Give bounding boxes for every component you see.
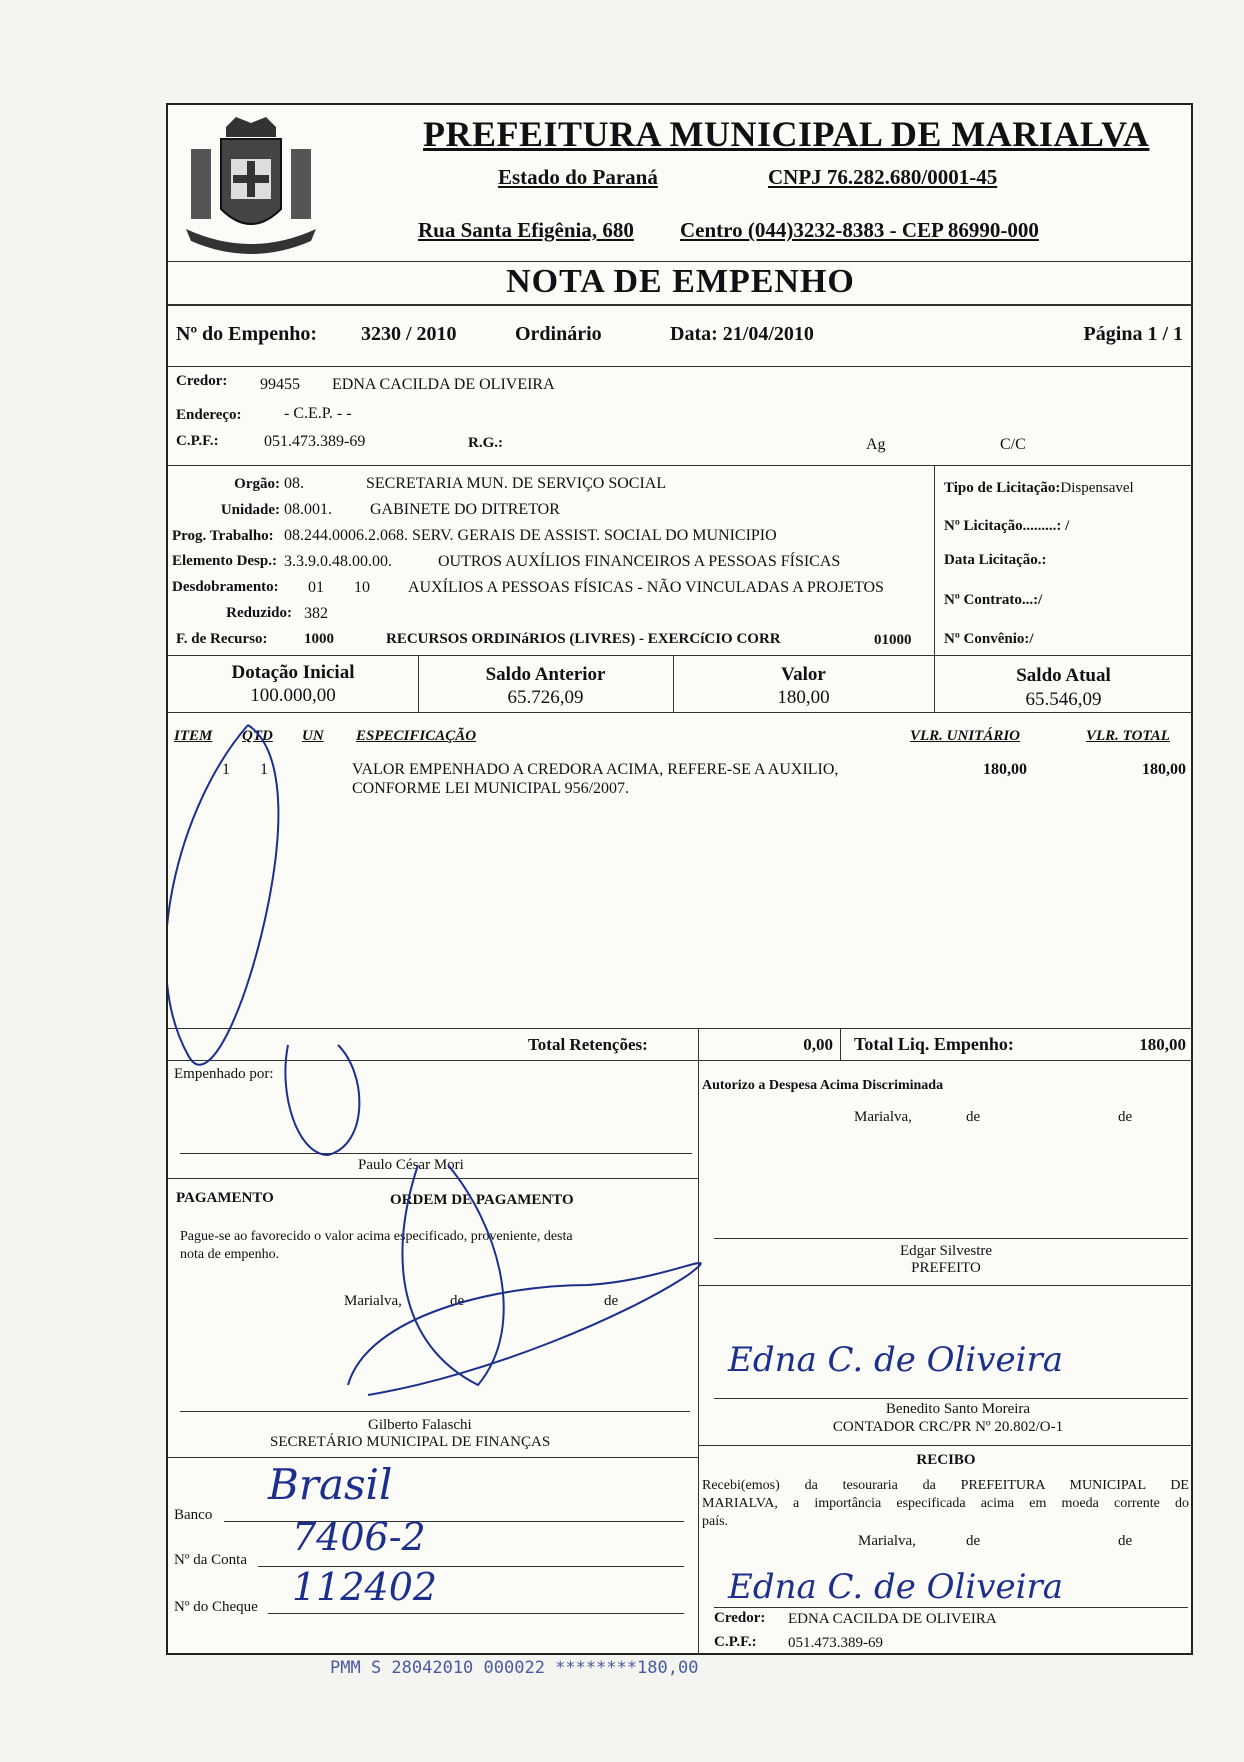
prefeito-name: Edgar Silvestre [899, 1243, 993, 1259]
valor-label: Valor [781, 664, 826, 685]
address-tail: Centro (044)3232-8383 - CEP 86990-000 [680, 218, 1039, 242]
total-liquido-value: 180,00 [1139, 1035, 1186, 1054]
city-hall-title: PREFEITURA MUNICIPAL DE MARIALVA [423, 114, 1150, 154]
recurso-code2: 01000 [874, 632, 912, 648]
rg-label: R.G.: [468, 435, 503, 451]
unidade-code: 08.001. [284, 501, 332, 518]
contador-signature: Edna C. de Oliveira [728, 1340, 1064, 1380]
orgao-desc: SECRETARIA MUN. DE SERVIÇO SOCIAL [366, 475, 667, 492]
recibo-de2: de [1118, 1533, 1133, 1549]
numero-contrato: Nº Contrato...:/ [944, 592, 1043, 608]
desdobramento-code2: 10 [354, 579, 370, 596]
pague-se-text-line2: nota de empenho. [180, 1247, 280, 1262]
ordem-pagamento-label: ORDEM DE PAGAMENTO [390, 1192, 574, 1208]
autorizo-label: Autorizo a Despesa Acima Discriminada [702, 1078, 944, 1093]
unidade-desc: GABINETE DO DITRETOR [370, 501, 560, 518]
document-title: NOTA DE EMPENHO [506, 263, 855, 300]
recibo-de1: de [966, 1533, 981, 1549]
secretario-title: SECRETÁRIO MUNICIPAL DE FINANÇAS [270, 1434, 551, 1450]
banco-label: Banco [174, 1507, 213, 1523]
recibo-text-line1: Recebi(emos) da tesouraria da PREFEITURA MUNICIPAL DE [702, 1478, 1189, 1493]
pagamento-label: PAGAMENTO [176, 1190, 274, 1206]
saldo-anterior-label: Saldo Anterior [485, 664, 606, 685]
row-description-line1: VALOR EMPENHADO A CREDORA ACIMA, REFERE-SE A AUXILIO, [352, 761, 839, 778]
row-valor-total: 180,00 [1142, 761, 1186, 778]
machine-stamp: PMM S 28042010 000022 ********180,00 [330, 1658, 699, 1678]
state-name: Estado do Paraná [498, 165, 658, 189]
cpf-value: 051.473.389-69 [264, 433, 366, 450]
orgao-code: 08. [284, 475, 304, 492]
saldo-atual-label: Saldo Atual [1016, 665, 1111, 686]
prefeito-title: PREFEITO [911, 1260, 981, 1276]
endereco-value: - C.E.P. - - [284, 405, 352, 422]
elemento-code: 3.3.9.0.48.00.00. [284, 553, 392, 570]
desdobramento-desc: AUXÍLIOS A PESSOAS FÍSICAS - NÃO VINCULADAS A PROJETOS [408, 579, 884, 596]
tipo-licitacao-label: Tipo de Licitação: [944, 480, 1061, 496]
pagamento-de2: de [604, 1293, 619, 1309]
reduzido-value: 382 [304, 605, 328, 622]
contador-name: Benedito Santo Moreira [885, 1401, 1031, 1417]
recibo-cpf-label: C.P.F.: [714, 1634, 757, 1650]
endereco-label: Endereço: [176, 407, 242, 423]
conta-handwritten: 7406-2 [292, 1515, 426, 1559]
credor-label: Credor: [176, 373, 228, 389]
reduzido-label: Reduzido: [226, 605, 292, 621]
pen-flourish [348, 1263, 701, 1395]
col-valor-total: VLR. TOTAL [1086, 728, 1170, 744]
cheque-label: Nº do Cheque [174, 1599, 258, 1615]
empenhado-por-name: Paulo César Mori [358, 1157, 464, 1173]
pen-loop-3 [402, 1165, 503, 1385]
total-liquido-label: Total Liq. Empenho: [854, 1034, 1014, 1054]
desdobramento-label: Desdobramento: [172, 579, 279, 595]
col-qtd: QTD [242, 728, 273, 744]
dotacao-inicial-label: Dotação Inicial [231, 662, 355, 683]
recibo-text-line2: MARIALVA, a importância especificada acima em moeda corrente do [702, 1496, 1189, 1511]
recurso-label: F. de Recurso: [176, 631, 268, 647]
recibo-text-line3: país. [702, 1514, 729, 1529]
prog-value: 08.244.0006.2.068. SERV. GERAIS DE ASSIST. SOCIAL DO MUNICIPIO [284, 527, 777, 544]
pagamento-city: Marialva, [344, 1293, 402, 1309]
conta-label: Nº da Conta [174, 1552, 247, 1568]
credor-signature: Edna C. de Oliveira [728, 1567, 1064, 1607]
recibo-credor-name: EDNA CACILDA DE OLIVEIRA [788, 1611, 997, 1627]
row-item: 1 [222, 761, 230, 778]
page-number: Página 1 / 1 [1083, 323, 1183, 345]
cc-label: C/C [1000, 436, 1026, 453]
data-licitacao: Data Licitação.: [944, 552, 1047, 568]
col-item: ITEM [174, 728, 213, 744]
col-especificacao: ESPECIFICAÇÃO [356, 728, 477, 744]
pen-loop-2 [285, 1045, 359, 1155]
credor-code: 99455 [260, 376, 300, 393]
empenhado-por-label: Empenhado por: [174, 1066, 274, 1082]
row-qtd: 1 [260, 761, 268, 778]
numero-convenio: Nº Convênio:/ [944, 631, 1034, 647]
cheque-handwritten: 112402 [292, 1565, 438, 1609]
address: Rua Santa Efigênia, 680 [418, 218, 634, 242]
cnpj: CNPJ 76.282.680/0001-45 [768, 165, 998, 189]
orgao-label: Orgão: [234, 476, 280, 492]
prog-label: Prog. Trabalho: [172, 528, 274, 544]
valor-value: 180,00 [777, 687, 830, 708]
secretario-name: Gilberto Falaschi [368, 1417, 472, 1433]
saldo-anterior-value: 65.726,09 [507, 687, 584, 708]
cpf-label: C.P.F.: [176, 433, 219, 449]
desdobramento-code1: 01 [308, 579, 324, 596]
empenho-date: Data: 21/04/2010 [670, 323, 814, 345]
empenho-form [166, 103, 1193, 1655]
tipo-licitacao-value: Dispensavel [1060, 480, 1134, 496]
autorizo-de2: de [1118, 1109, 1133, 1125]
recurso-desc: RECURSOS ORDINáRIOS (LIVRES) - EXERCíCIO CORR [386, 631, 781, 647]
total-retencoes-value: 0,00 [803, 1035, 833, 1054]
empenho-number: 3230 / 2010 [361, 323, 457, 345]
autorizo-de1: de [966, 1109, 981, 1125]
recurso-code: 1000 [304, 631, 334, 647]
credor-name: EDNA CACILDA DE OLIVEIRA [332, 376, 555, 393]
pen-strokes [168, 105, 1195, 1657]
empenho-number-label: Nº do Empenho: [176, 323, 318, 345]
dotacao-inicial-value: 100.000,00 [250, 685, 336, 706]
autorizo-city: Marialva, [854, 1109, 912, 1125]
empenho-type: Ordinário [515, 323, 602, 345]
row-valor-unitario: 180,00 [983, 761, 1027, 778]
total-retencoes-label: Total Retenções: [528, 1035, 648, 1054]
pen-loop-1 [168, 725, 278, 1065]
elemento-desc: OUTROS AUXÍLIOS FINANCEIROS A PESSOAS FÍSICAS [438, 553, 841, 570]
pagamento-de1: de [450, 1293, 465, 1309]
recibo-city: Marialva, [858, 1533, 916, 1549]
banco-handwritten: Brasil [268, 1460, 393, 1509]
recibo-cpf-value: 051.473.389-69 [788, 1635, 883, 1651]
pague-se-text-line1: Pague-se ao favorecido o valor acima especificado, proveniente, desta [180, 1229, 573, 1244]
recibo-title: RECIBO [916, 1452, 976, 1468]
col-un: UN [302, 728, 324, 744]
numero-licitacao: Nº Licitação.........: / [944, 518, 1070, 534]
contador-title: CONTADOR CRC/PR Nº 20.802/O-1 [832, 1419, 1064, 1435]
row-description-line2: CONFORME LEI MUNICIPAL 956/2007. [352, 780, 630, 797]
unidade-label: Unidade: [220, 502, 280, 518]
saldo-atual-value: 65.546,09 [1025, 689, 1102, 710]
recibo-credor-label: Credor: [714, 1610, 766, 1626]
ag-label: Ag [866, 436, 886, 453]
col-valor-unitario: VLR. UNITÁRIO [910, 728, 1021, 744]
elemento-label: Elemento Desp.: [172, 553, 277, 569]
